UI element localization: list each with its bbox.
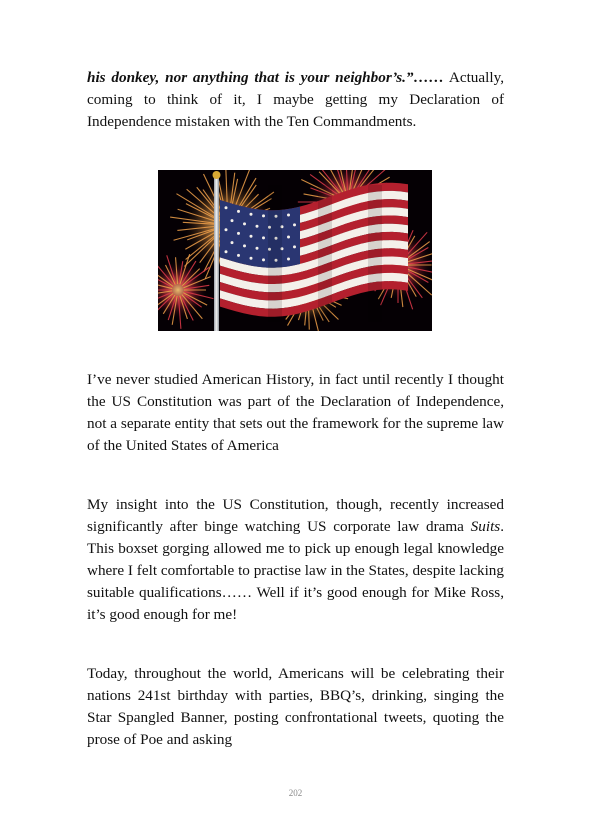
flag-fold-shadow: [368, 185, 382, 322]
paragraph-text-before-title: My insight into the US Constitution, though, recently increased significantly after binge watching US corporate law drama: [87, 496, 504, 535]
flag-star: [256, 225, 259, 228]
flag-star: [250, 257, 253, 260]
flag-star: [256, 247, 259, 250]
flag-canton: [220, 200, 300, 268]
flag-star: [262, 258, 265, 261]
flag-star: [243, 222, 246, 225]
page-number: 202: [288, 788, 303, 798]
flag-star: [243, 244, 246, 247]
quoted-commandment-text: his donkey, nor anything that is your neighbor’s.”……: [87, 69, 444, 86]
flag-pole-finial: [213, 171, 221, 179]
flag-fireworks-photo: [158, 170, 432, 331]
flag-fold-shadow: [318, 185, 332, 322]
paragraph-text: Actually, coming to think of it, I maybe getting my Declaration of Independence mistaken with the Ten Commandments.: [87, 69, 504, 130]
show-title: Suits: [470, 518, 501, 535]
flag-star: [225, 250, 228, 253]
flag-star: [231, 219, 234, 222]
flag-star: [237, 210, 240, 213]
flag-star: [225, 206, 228, 209]
paragraph-text-after-title: . This boxset gorging allowed me to pick up enough legal knowledge where I felt comfortable to practise law in the States, despite lacking suitable qualifications…… Well if it’s good enough for Mike Ross, it’s good enough for me!: [87, 518, 504, 623]
paragraph-flag-intro: [87, 67, 504, 133]
flag-star: [287, 214, 290, 217]
flag-star: [250, 213, 253, 216]
flag-star: [231, 241, 234, 244]
flag-star: [237, 232, 240, 235]
flag-star: [225, 228, 228, 231]
flag-pole: [214, 175, 219, 331]
flag-star: [262, 236, 265, 239]
flag-fireworks-illustration: [158, 170, 432, 331]
paragraph-suits-insight: [87, 494, 504, 626]
paragraph-american-history: I’ve never studied American History, in fact until recently I thought the US Constitution was part of the Declaration of Independence, not a separate entity that sets out the framework for the supreme law of the United States of America: [87, 371, 504, 454]
flag-star: [287, 236, 290, 239]
flag-star: [250, 235, 253, 238]
flag-star: [287, 258, 290, 261]
flag-star: [293, 223, 296, 226]
flag-star: [293, 245, 296, 248]
flag-star: [262, 214, 265, 217]
flag-star: [237, 254, 240, 257]
flag-fold-shadow: [268, 185, 282, 322]
paragraph-celebrations: Today, throughout the world, Americans will be celebrating their nations 241st birthday with parties, BBQ’s, drinking, singing the Star Spangled Banner, posting confrontational tweets, quoting the prose of Poe and asking: [87, 665, 504, 748]
